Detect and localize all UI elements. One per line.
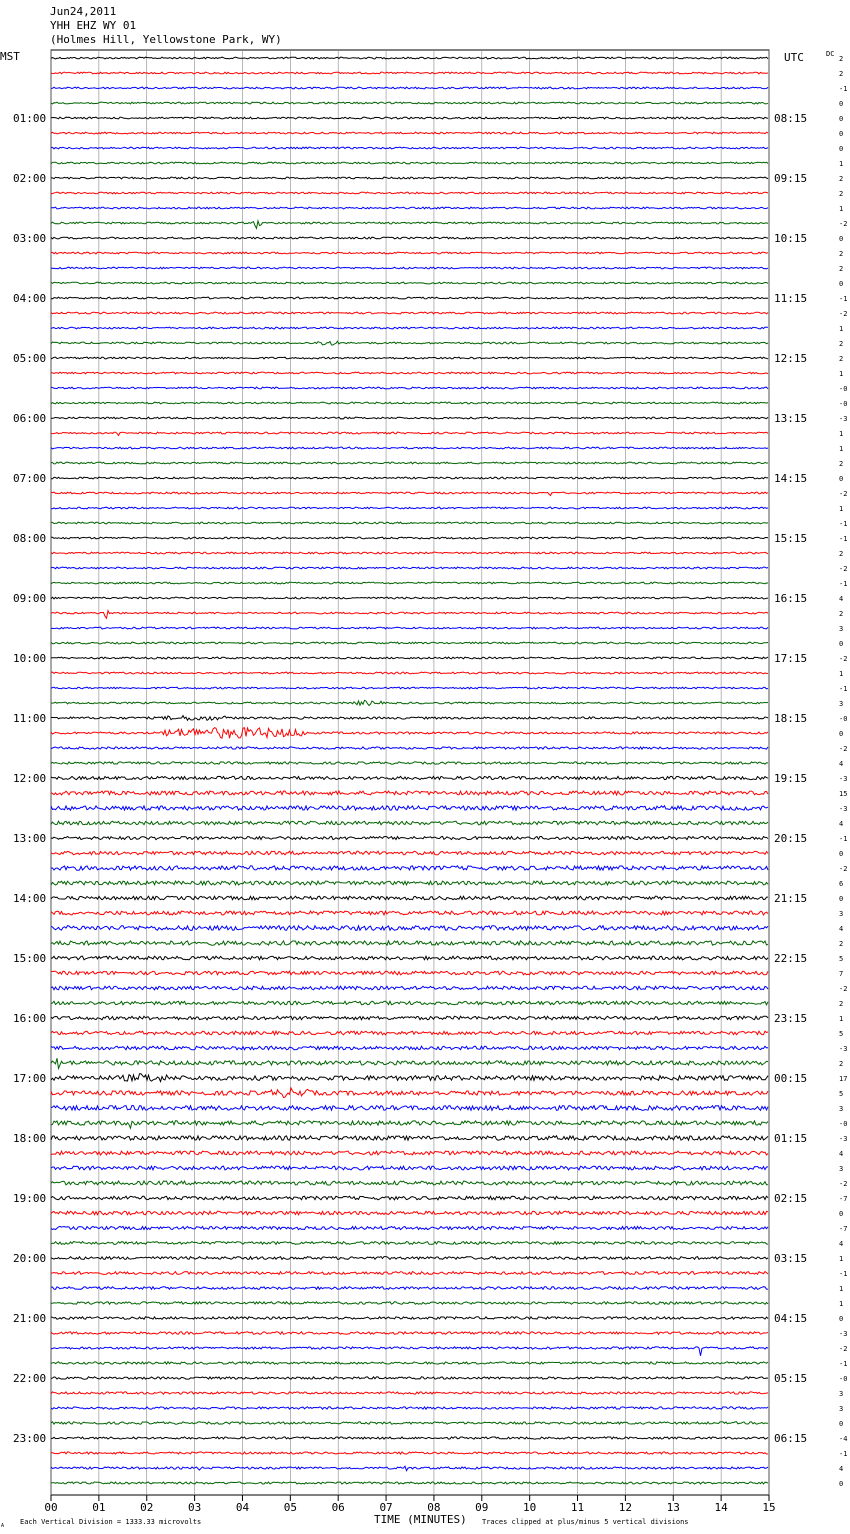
trace-line	[51, 1074, 768, 1082]
trace-line	[51, 357, 768, 359]
left-hour-label: 02:00	[13, 172, 47, 185]
dc-offset-label: 2	[839, 70, 844, 78]
dc-offset-label: -0	[839, 715, 848, 723]
dc-offset-label: 3	[839, 700, 844, 708]
dc-offset-label: 2	[839, 460, 844, 468]
dc-offset-label: 1	[839, 670, 844, 678]
dc-offset-label: 3	[839, 1390, 844, 1398]
trace-line	[51, 147, 768, 149]
trace-line	[51, 1001, 768, 1005]
trace-line	[51, 700, 768, 705]
x-tick-label: 05	[283, 1501, 297, 1514]
right-timezone-label: UTC	[784, 51, 804, 64]
trace-line	[51, 1317, 768, 1320]
dc-offset-label: -1	[839, 85, 848, 93]
dc-offset-label: -1	[839, 835, 848, 843]
trace-line	[51, 1452, 768, 1454]
x-tick-label: 00	[44, 1501, 58, 1514]
trace-line	[51, 492, 768, 495]
x-tick-label: 08	[427, 1501, 441, 1514]
right-hour-label: 10:15	[774, 232, 808, 245]
dc-offset-label: 1	[839, 160, 844, 168]
dc-offset-label: -3	[839, 1045, 848, 1053]
trace-line	[51, 522, 768, 524]
trace-line	[51, 926, 768, 931]
trace-line	[51, 1272, 768, 1275]
left-hour-label: 10:00	[13, 652, 47, 665]
trace-line	[51, 117, 768, 119]
trace-line	[51, 836, 768, 839]
dc-offset-label: 2	[839, 550, 844, 558]
right-hour-label: 09:15	[774, 172, 808, 185]
trace-line	[51, 387, 768, 389]
axis-labels	[0, 50, 847, 1529]
dc-offset-label: 1	[839, 370, 844, 378]
dc-offset-label: 0	[839, 1480, 844, 1488]
trace-line	[51, 282, 768, 284]
trace-line	[51, 1377, 768, 1379]
clip-note: Traces clipped at plus/minus 5 vertical divisions	[482, 1518, 689, 1526]
x-tick-label: 10	[523, 1501, 537, 1514]
x-tick-label: 09	[475, 1501, 489, 1514]
trace-line	[51, 1121, 768, 1128]
dc-label: DC	[826, 50, 835, 58]
trace-line	[51, 762, 768, 764]
trace-line	[51, 432, 768, 435]
dc-offset-label: 1	[839, 1285, 844, 1293]
trace-line	[51, 477, 768, 479]
trace-line	[51, 851, 768, 855]
right-hour-label: 12:15	[774, 352, 808, 365]
trace-line	[51, 1287, 768, 1290]
trace-line	[51, 327, 768, 329]
right-hour-label: 23:15	[774, 1012, 808, 1025]
dc-offset-label: -3	[839, 805, 848, 813]
trace-line	[51, 462, 768, 464]
x-tick-label: 13	[666, 1501, 680, 1514]
trace-line	[51, 582, 768, 584]
left-hour-label: 23:00	[13, 1432, 47, 1445]
right-hour-label: 18:15	[774, 712, 808, 725]
dc-offset-label: 17	[839, 1075, 848, 1083]
trace-line	[51, 1407, 768, 1409]
dc-offset-label: 1	[839, 1255, 844, 1263]
dc-offset-label: 0	[839, 100, 844, 108]
right-hour-label: 13:15	[774, 412, 808, 425]
dc-offset-label: -2	[839, 745, 848, 753]
left-hour-label: 08:00	[13, 532, 47, 545]
trace-line	[51, 716, 768, 721]
dc-offset-label: -7	[839, 1225, 848, 1233]
dc-offset-label: -2	[839, 565, 848, 573]
station-label: YHH EHZ WY 01	[50, 19, 137, 32]
trace-line	[51, 672, 768, 674]
dc-offset-label: 2	[839, 940, 844, 948]
left-hour-label: 15:00	[13, 952, 47, 965]
right-hour-label: 05:15	[774, 1372, 808, 1385]
dc-offset-label: 15	[839, 790, 848, 798]
dc-offset-label: 0	[839, 280, 844, 288]
dc-offset-label: -1	[839, 1450, 848, 1458]
x-axis-title: TIME (MINUTES)	[374, 1513, 467, 1526]
trace-line	[51, 447, 768, 449]
dc-offset-label: 7	[839, 970, 844, 978]
dc-offset-label: 3	[839, 910, 844, 918]
trace-line	[51, 341, 768, 345]
dc-offset-label: 2	[839, 610, 844, 618]
right-hour-label: 08:15	[774, 112, 808, 125]
dc-offset-label: -0	[839, 400, 848, 408]
trace-line	[51, 776, 768, 779]
trace-line	[51, 221, 768, 229]
dc-offset-label: -0	[839, 1120, 848, 1128]
dc-offset-label: 2	[839, 355, 844, 363]
dc-offset-label: -3	[839, 775, 848, 783]
left-hour-label: 16:00	[13, 1012, 47, 1025]
trace-line	[51, 1016, 768, 1020]
dc-offset-label: -4	[839, 1435, 848, 1443]
dc-offset-label: 0	[839, 895, 844, 903]
trace-line	[51, 1211, 768, 1215]
trace-line	[51, 192, 768, 194]
x-tick-label: 01	[92, 1501, 106, 1514]
trace-line	[51, 687, 768, 689]
dc-offset-label: 2	[839, 1060, 844, 1068]
trace-line	[51, 267, 768, 269]
trace-line	[51, 102, 768, 104]
dc-offset-label: 0	[839, 850, 844, 858]
x-tick-label: 06	[331, 1501, 345, 1514]
trace-line	[51, 297, 768, 299]
trace-line	[51, 911, 768, 915]
dc-offset-label: 2	[839, 190, 844, 198]
dc-offset-label: 1	[839, 1015, 844, 1023]
dc-offset-label: -1	[839, 1360, 848, 1368]
dc-offset-label: -1	[839, 685, 848, 693]
dc-offset-label: -3	[839, 1135, 848, 1143]
trace-line	[51, 627, 768, 629]
left-hour-label: 12:00	[13, 772, 47, 785]
left-hour-label: 05:00	[13, 352, 47, 365]
left-hour-label: 04:00	[13, 292, 47, 305]
left-hour-label: 19:00	[13, 1192, 47, 1205]
trace-line	[51, 657, 768, 659]
trace-line	[51, 1482, 768, 1484]
trace-line	[51, 1362, 768, 1364]
trace-line	[51, 417, 768, 419]
x-tick-label: 02	[140, 1501, 154, 1514]
trace-line	[51, 642, 768, 644]
seismic-traces	[51, 57, 768, 1484]
trace-line	[51, 1466, 768, 1471]
trace-line	[51, 312, 768, 314]
right-hour-label: 21:15	[774, 892, 808, 905]
dc-offset-label: -2	[839, 490, 848, 498]
trace-line	[51, 791, 768, 795]
dc-offset-label: 2	[839, 265, 844, 273]
x-tick-label: 12	[618, 1501, 633, 1514]
trace-line	[51, 806, 768, 810]
dc-offset-label: -2	[839, 985, 848, 993]
trace-line	[51, 971, 768, 975]
left-hour-label: 11:00	[13, 712, 47, 725]
dc-offset-label: 1	[839, 445, 844, 453]
x-tick-label: 03	[187, 1501, 202, 1514]
trace-line	[51, 552, 768, 554]
dc-offset-label: 3	[839, 625, 844, 633]
trace-line	[51, 57, 768, 59]
dc-offset-label: -1	[839, 295, 848, 303]
trace-line	[51, 821, 768, 825]
trace-line	[51, 1257, 768, 1260]
dc-offset-label: -7	[839, 1195, 848, 1203]
left-hour-label: 20:00	[13, 1252, 47, 1265]
x-tick-label: 15	[762, 1501, 776, 1514]
dc-offset-label: -2	[839, 1180, 848, 1188]
dc-offset-label: 1	[839, 325, 844, 333]
left-hour-label: 01:00	[13, 112, 47, 125]
trace-line	[51, 881, 768, 885]
dc-offset-label: 0	[839, 115, 844, 123]
dc-offset-label: -2	[839, 310, 848, 318]
left-hour-label: 13:00	[13, 832, 47, 845]
trace-line	[51, 1151, 768, 1155]
trace-line	[51, 237, 768, 239]
trace-line	[51, 1088, 768, 1097]
trace-line	[51, 747, 768, 749]
dc-offset-label: 2	[839, 55, 844, 63]
right-hour-label: 17:15	[774, 652, 808, 665]
trace-line	[51, 1031, 768, 1035]
dc-offset-label: -2	[839, 865, 848, 873]
trace-line	[51, 1166, 768, 1170]
left-hour-label: 09:00	[13, 592, 47, 605]
dc-offset-label: 0	[839, 1210, 844, 1218]
dc-offset-label: 0	[839, 1315, 844, 1323]
trace-line	[51, 866, 768, 870]
dc-offset-label: -3	[839, 415, 848, 423]
date-label: Jun24,2011	[50, 5, 117, 18]
right-hour-label: 03:15	[774, 1252, 808, 1265]
trace-line	[51, 72, 768, 74]
dc-offset-label: 4	[839, 925, 844, 933]
trace-line	[51, 941, 768, 945]
dc-offset-label: -2	[839, 655, 848, 663]
left-timezone-label: MST	[0, 50, 20, 63]
trace-line	[51, 896, 768, 900]
dc-offset-label: 0	[839, 640, 844, 648]
dc-offset-label: 1	[839, 1300, 844, 1308]
trace-line	[51, 87, 768, 89]
trace-line	[51, 1181, 768, 1185]
trace-line	[51, 597, 768, 599]
right-hour-label: 00:15	[774, 1072, 808, 1085]
trace-line	[51, 1046, 768, 1050]
trace-line	[51, 537, 768, 539]
right-hour-label: 11:15	[774, 292, 808, 305]
scale-note: Each Vertical Division = 1333.33 microvolts	[20, 1518, 202, 1526]
dc-offset-label: 2	[839, 250, 844, 258]
dc-offset-label: 5	[839, 1090, 844, 1098]
trace-line	[51, 728, 768, 739]
corner-mark: A	[1, 1523, 5, 1529]
right-hour-label: 15:15	[774, 532, 808, 545]
trace-line	[51, 611, 768, 619]
left-hour-label: 06:00	[13, 412, 47, 425]
trace-line	[51, 956, 768, 960]
trace-line	[51, 1196, 768, 1200]
trace-line	[51, 507, 768, 509]
trace-line	[51, 177, 768, 179]
right-hour-label: 20:15	[774, 832, 808, 845]
trace-line	[51, 402, 768, 404]
dc-offset-label: 6	[839, 880, 844, 888]
right-hour-label: 01:15	[774, 1132, 808, 1145]
left-hour-label: 17:00	[13, 1072, 47, 1085]
location-label: (Holmes Hill, Yellowstone Park, WY)	[50, 33, 282, 46]
right-hour-label: 14:15	[774, 472, 808, 485]
dc-offset-label: 4	[839, 1150, 844, 1158]
dc-offset-label: 2	[839, 340, 844, 348]
trace-line	[51, 986, 768, 990]
dc-offset-label: 5	[839, 1030, 844, 1038]
trace-line	[51, 1242, 768, 1245]
dc-offset-label: 0	[839, 1420, 844, 1428]
right-hour-label: 06:15	[774, 1432, 808, 1445]
dc-offset-label: 1	[839, 430, 844, 438]
x-tick-label: 07	[379, 1501, 393, 1514]
dc-offset-label: 1	[839, 205, 844, 213]
dc-offset-label: -1	[839, 535, 848, 543]
dc-offset-label: 2	[839, 175, 844, 183]
left-hour-label: 07:00	[13, 472, 47, 485]
dc-offset-label: -0	[839, 1375, 848, 1383]
trace-line	[51, 1302, 768, 1305]
dc-offset-label: 4	[839, 820, 844, 828]
dc-offset-label: -2	[839, 1345, 848, 1353]
dc-offset-label: -2	[839, 220, 848, 228]
dc-offset-label: 0	[839, 130, 844, 138]
dc-offset-label: 5	[839, 955, 844, 963]
dc-offset-label: 3	[839, 1405, 844, 1413]
right-hour-label: 02:15	[774, 1192, 808, 1205]
dc-offset-label: 2	[839, 1000, 844, 1008]
trace-line	[51, 207, 768, 209]
dc-offset-label: 4	[839, 760, 844, 768]
plot-frame	[51, 50, 769, 1495]
trace-line	[51, 1392, 768, 1394]
right-hour-label: 04:15	[774, 1312, 808, 1325]
trace-line	[51, 1347, 768, 1356]
dc-offset-label: 0	[839, 475, 844, 483]
trace-line	[51, 1136, 768, 1140]
dc-offset-label: 3	[839, 1165, 844, 1173]
dc-offset-label: 4	[839, 1465, 844, 1473]
trace-line	[51, 372, 768, 374]
dc-offset-label: -0	[839, 385, 848, 393]
trace-line	[51, 1437, 768, 1439]
dc-offset-label: 0	[839, 730, 844, 738]
trace-line	[51, 1226, 768, 1229]
x-tick-label: 04	[235, 1501, 250, 1514]
dc-offset-label: 1	[839, 505, 844, 513]
left-hour-label: 21:00	[13, 1312, 47, 1325]
x-tick-label: 14	[714, 1501, 728, 1514]
dc-offset-label: 4	[839, 595, 844, 603]
trace-line	[51, 1422, 768, 1424]
trace-line	[51, 567, 768, 569]
dc-offset-label: -1	[839, 520, 848, 528]
dc-offset-label: -1	[839, 580, 848, 588]
dc-offset-label: 3	[839, 1105, 844, 1113]
right-hour-label: 19:15	[774, 772, 808, 785]
trace-line	[51, 252, 768, 254]
left-hour-label: 14:00	[13, 892, 47, 905]
trace-line	[51, 1105, 768, 1110]
dc-offset-label: 4	[839, 1240, 844, 1248]
x-tick-label: 11	[570, 1501, 585, 1514]
dc-offset-label: 0	[839, 145, 844, 153]
dc-offset-label: -3	[839, 1330, 848, 1338]
trace-line	[51, 162, 768, 164]
dc-offset-label: 0	[839, 235, 844, 243]
right-hour-label: 22:15	[774, 952, 808, 965]
dc-offset-label: -1	[839, 1270, 848, 1278]
trace-line	[51, 1058, 768, 1068]
right-hour-label: 16:15	[774, 592, 808, 605]
trace-line	[51, 132, 768, 134]
trace-line	[51, 1332, 768, 1335]
left-hour-label: 03:00	[13, 232, 47, 245]
left-hour-label: 18:00	[13, 1132, 47, 1145]
left-hour-label: 22:00	[13, 1372, 47, 1385]
